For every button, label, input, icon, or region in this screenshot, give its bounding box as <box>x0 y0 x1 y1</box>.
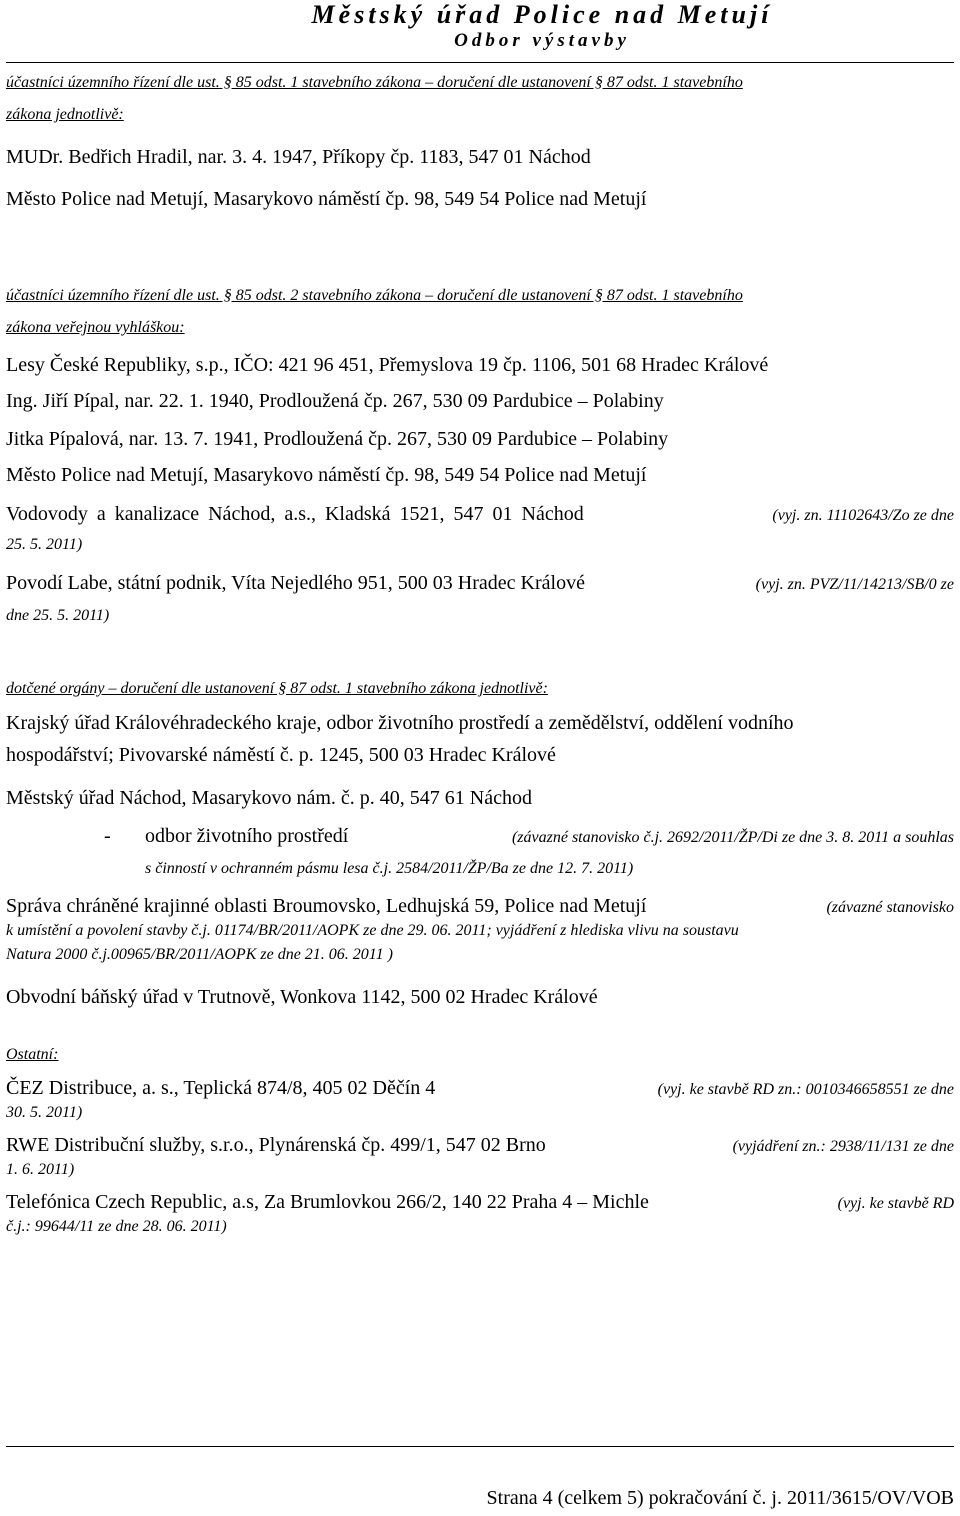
rwe-note-cont: 1. 6. 2011) <box>6 1161 75 1178</box>
participant-item: Město Police nad Metují, Masarykovo náměstí čp. 98, 549 54 Police nad Metují <box>6 188 647 210</box>
povodi-note-cont: dne 25. 5. 2011) <box>6 607 110 624</box>
section2-heading-line1: účastníci územního řízení dle ust. § 85 odst. 2 stavebního zákona – doručení dle ustanovení § 87 odst. 1 stavebního <box>6 287 743 304</box>
povodi-main: Povodí Labe, státní podnik, Víta Nejedlého 951, 500 03 Hradec Králové <box>6 572 585 594</box>
section1-heading-line1: účastníci územního řízení dle ust. § 85 odst. 1 stavebního zákona – doručení dle ustanovení § 87 odst. 1 stavebního <box>6 74 743 91</box>
header-divider <box>6 62 954 63</box>
cez-main: ČEZ Distribuce, a. s., Teplická 874/8, 405 02 Děčín 4 <box>6 1077 436 1099</box>
cez-entry <box>6 1077 954 1100</box>
office-title: Městský úřad Police nad Metují <box>311 0 773 29</box>
chko-main: Správa chráněné krajinné oblasti Broumovsko, Ledhujská 59, Police nad Metují <box>6 895 647 917</box>
chko-note-cont2: Natura 2000 č.j.00965/BR/2011/AOPK ze dne 21. 06. 2011 ) <box>6 946 393 963</box>
banik-office: Obvodní báňský úřad v Trutnově, Wonkova 1142, 500 02 Hradec Králové <box>6 986 598 1008</box>
participant-item: MUDr. Bedřich Hradil, nar. 3. 4. 1947, Příkopy čp. 1183, 547 01 Náchod <box>6 146 591 168</box>
vodovody-main: Vodovody a kanalizace Náchod, a.s., Kladská 1521, 547 01 Náchod <box>6 503 584 525</box>
section1-heading-line2: zákona jednotlivě: <box>6 106 124 123</box>
nachod-office: Městský úřad Náchod, Masarykovo nám. č. p. 40, 547 61 Náchod <box>6 787 533 809</box>
department-subtitle: Odbor výstavby <box>454 30 630 51</box>
odbor-note: (závazné stanovisko č.j. 2692/2011/ŽP/Di ze dne 3. 8. 2011 a souhlas <box>511 829 954 846</box>
rwe-entry <box>6 1134 954 1157</box>
cez-note: (vyj. ke stavbě RD zn.: 0010346658551 ze dne <box>657 1081 954 1098</box>
footer-divider <box>6 1446 954 1447</box>
chko-note-cont: k umístění a povolení stavby č.j. 01174/BR/2011/AOPK ze dne 29. 06. 2011; vyjádření z hlediska vlivu na soustavu <box>6 922 739 939</box>
section3-heading: dotčené orgány – doručení dle ustanovení § 87 odst. 1 stavebního zákona jednotlivě: <box>6 680 548 697</box>
cez-note-cont: 30. 5. 2011) <box>6 1104 83 1121</box>
kraj-line2: hospodářství; Pivovarské náměstí č. p. 1245, 500 03 Hradec Králové <box>6 744 556 766</box>
chko-entry <box>6 895 954 918</box>
kraj-line1: Krajský úřad Královéhradeckého kraje, odbor životního prostředí a zemědělství, oddělení vodního <box>6 712 794 734</box>
list-dash: - <box>104 825 111 847</box>
telefonica-entry <box>6 1191 954 1214</box>
rwe-main: RWE Distribuční služby, s.r.o., Plynárenská čp. 499/1, 547 02 Brno <box>6 1134 546 1156</box>
vodovody-note-cont: 25. 5. 2011) <box>6 536 83 553</box>
chko-note: (závazné stanovisko <box>826 899 954 916</box>
odbor-note-cont: s činností v ochranném pásmu lesa č.j. 2584/2011/ŽP/Ba ze dne 12. 7. 2011) <box>145 860 634 877</box>
vodovody-note: (vyj. zn. 11102643/Zo ze dne <box>772 507 954 524</box>
participant-item: Jitka Pípalová, nar. 13. 7. 1941, Prodloužená čp. 267, 530 09 Pardubice – Polabiny <box>6 428 669 450</box>
vodovody-entry <box>6 503 954 526</box>
telefonica-note-cont: č.j.: 99644/11 ze dne 28. 06. 2011) <box>6 1218 227 1235</box>
povodi-entry <box>6 572 954 595</box>
odbor-main: odbor životního prostředí <box>145 825 349 847</box>
participant-item: Město Police nad Metují, Masarykovo náměstí čp. 98, 549 54 Police nad Metují <box>6 464 647 486</box>
rwe-note: (vyjádření zn.: 2938/11/131 ze dne <box>732 1138 954 1155</box>
participant-item: Lesy České Republiky, s.p., IČO: 421 96 451, Přemyslova 19 čp. 1106, 501 68 Hradec Králové <box>6 354 769 376</box>
section2-heading-line2: zákona veřejnou vyhláškou: <box>6 319 185 336</box>
telefonica-note: (vyj. ke stavbě RD <box>837 1195 954 1212</box>
povodi-note: (vyj. zn. PVZ/11/14213/SB/0 ze <box>755 576 954 593</box>
odbor-entry <box>145 825 954 848</box>
page-footer: Strana 4 (celkem 5) pokračování č. j. 2011/3615/OV/VOB <box>486 1487 954 1509</box>
participant-item: Ing. Jiří Pípal, nar. 22. 1. 1940, Prodloužená čp. 267, 530 09 Pardubice – Polabiny <box>6 390 664 412</box>
telefonica-main: Telefónica Czech Republic, a.s, Za Brumlovkou 266/2, 140 22 Praha 4 – Michle <box>6 1191 649 1213</box>
section4-heading: Ostatní: <box>6 1046 59 1063</box>
